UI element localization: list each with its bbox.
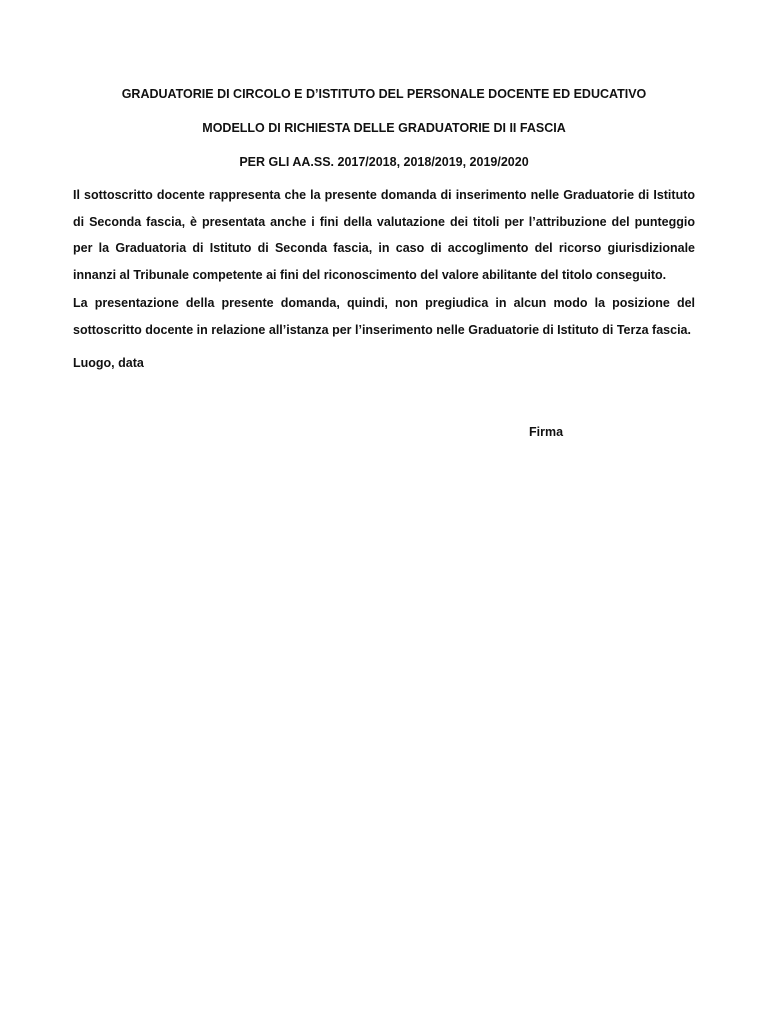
- document-subtitle: MODELLO DI RICHIESTA DELLE GRADUATORIE DI II FASCIA: [202, 121, 566, 135]
- document-title: GRADUATORIE DI CIRCOLO E D’ISTITUTO DEL PERSONALE DOCENTE ED EDUCATIVO: [121, 87, 647, 101]
- school-years-heading: PER GLI AA.SS. 2017/2018, 2018/2019, 2019/2020: [239, 155, 529, 169]
- declaration-paragraph: Il sottoscritto docente rappresenta che la presente domanda di inserimento nelle Graduatorie di Istituto di Seconda fascia, è presentata anche i fini della valutazione dei titoli per l’attribuzione del punteggio per la Graduatoria di Istituto di Seconda fascia, in caso di accoglimento del ricorso giurisdizionale innanzi al Tribunale competente ai fini del riconoscimento del valore abilitante del titolo conseguito.: [73, 188, 695, 282]
- clarification-paragraph: La presentazione della presente domanda, quindi, non pregiudica in alcun modo la posizione del sottoscritto docente in relazione all’istanza per l’inserimento nelle Graduatorie di Istituto di Terza fascia.: [73, 296, 695, 337]
- place-date-label: Luogo, data: [73, 356, 144, 370]
- signature-label: Firma: [529, 425, 564, 439]
